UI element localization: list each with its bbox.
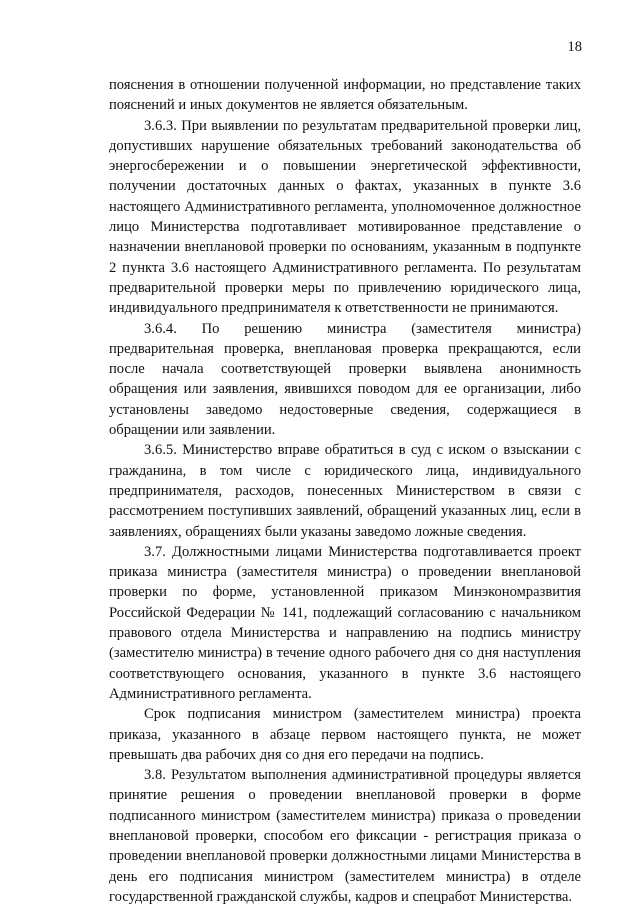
- paragraph-3-8: 3.8. Результатом выполнения административной процедуры является принятие решения о проведении внеплановой проверки в форме подписанного министром (заместителем министра) приказа о проведении внеплановой проверки, способом его фиксации - регистрация приказа о проведении внеплановой проверки должностными лицами Министерства в день его подписания министром (заместителем министра) в отделе государственной гражданской службы, кадров и спецработ Министерства.: [109, 767, 581, 905]
- paragraph-3-6-5: 3.6.5. Министерство вправе обратиться в суд с иском о взыскании с гражданина, в том числе с юридического лица, индивидуального предпринимателя, расходов, понесенных Министерством в связи с рассмотрением поступивших заявлений, обращений указанных лиц, если в заявлениях, обращениях были указаны заведомо ложные сведения.: [109, 442, 581, 540]
- paragraph-3-7: 3.7. Должностными лицами Министерства подготавливается проект приказа министра (заместителя министра) о проведении внеплановой проверки по форме, установленной приказом Минэкономразвития Российской Федерации № 141, подлежащий согласованию с начальником правового отдела Министерства и направлению на подпись министру (заместителю министра) в течение одного рабочего дня со дня наступления соответствующего основания, указанного в пункте 3.6 настоящего Административного регламента.: [109, 543, 581, 702]
- document-body: [109, 75, 581, 907]
- page-number: 18: [567, 39, 582, 55]
- paragraph-3-6-3: 3.6.3. При выявлении по результатам предварительной проверки лиц, допустивших нарушение обязательных требований законодательства об энергосбережении и о повышении энергетической эффективности, получении достаточных данных о фактах, указанных в пункте 3.6 настоящего Административного регламента, уполномоченное должностное лицо Министерства подготавливает мотивированное представление о назначении внеплановой проверки по основаниям, указанным в подпункте 2 пункта 3.6 настоящего Административного регламента. По результатам предварительной проверки меры по привлечению юридического лица, индивидуального предпринимателя к ответственности не принимаются.: [109, 117, 581, 317]
- paragraph-signing-deadline: Срок подписания министром (заместителем министра) проекта приказа, указанного в абзаце первом настоящего пункта, не может превышать два рабочих дня со дня его передачи на подпись.: [109, 706, 581, 763]
- paragraph-continuation: пояснения в отношении полученной информации, но представление таких пояснений и иных документов не является обязательным.: [109, 77, 581, 114]
- paragraph-3-6-4: 3.6.4. По решению министра (заместителя министра) предварительная проверка, внеплановая проверка прекращаются, если после начала соответствующей проверки выявлена анонимность обращения или заявления, явившихся поводом для ее организации, либо установлены заведомо недостоверные сведения, содержащиеся в обращении или заявлении.: [109, 320, 581, 439]
